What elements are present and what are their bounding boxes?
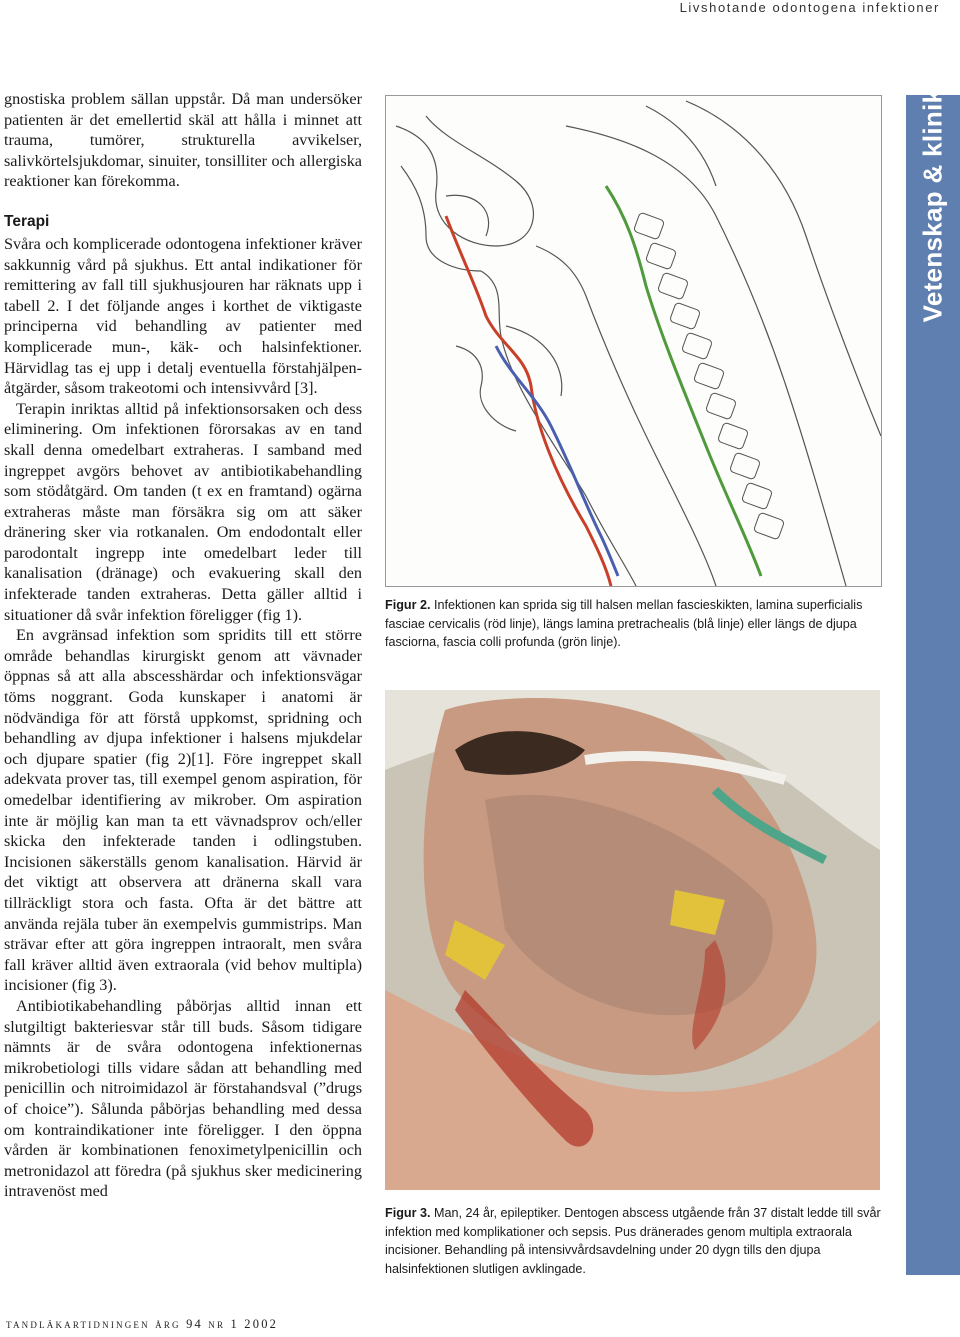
figure-3-caption	[385, 1204, 885, 1278]
vertebrae	[633, 212, 784, 540]
journal-footer: tandläkartidningen årg 94 nr 1 2002	[6, 1317, 279, 1331]
red-fascia-line	[446, 216, 611, 586]
green-fascia-line	[606, 186, 761, 576]
paragraph-1: Svåra och komplicerade odontogena infektioner kräver sakkunnig vård på sjukhus. Ett antal indikationer för remittering av fall till sjukhusjouren har räknats upp i tabell 2. I det följande anges i korthet de viktigaste principerna vid behandling av patienter med komplicerade mun-, käk- och halsinfektioner. Härvidlag tas ej upp i detalj eventuella förstahjälpen-åtgärder, såsom trakeotomi och intensivvård [3].	[4, 234, 362, 398]
paragraph-2: Terapin inriktas alltid på infektionsorsaken och dess eliminering. Om infektionen förorsakas av en tand skall denna omedelbart extraheras. I samband med ingreppet avgörs behovet av antibiotikabehandling som stödåtgärd. Om tanden (t ex en framtand) ogärna extraheras måste man försäkra sig om att säker dränering sker via rotkanalen. Om endodontalt eller parodontalt ingrepp inte omedelbart leder till kanalisation (dränage) och evakuering skall den infekterade tanden extraheras. Detta gäller alltid i situationer då svår infektion föreligger (fig 1).	[4, 399, 362, 624]
figure-2-caption-text: Infektionen kan sprida sig till halsen mellan fascieskikten, lamina superficialis fasciae cervicalis (röd linje), längs lamina pretrachealis (blå linje) eller längs de djupa fasciorna, fascia colli profunda (grön linje).	[385, 598, 863, 650]
section-side-band	[906, 88, 960, 1275]
outline-drawing	[396, 101, 881, 586]
figure-3-clinical-photo	[385, 690, 880, 1190]
side-band-label-wrap	[906, 88, 960, 322]
section-heading-terapi: Terapi	[4, 212, 50, 230]
intro-paragraph: gnostiska problem sällan uppstår. Då man undersöker patienten är det emellertid skäl att hålla i minnet att trauma, tumörer, strukturella avvikelser, salivkörtelsjukdomar, sinuiter, tonsilliter och allergiska reaktioner kan förekomma.	[4, 90, 362, 191]
figure-3-label: Figur 3.	[385, 1206, 431, 1220]
figure-3-caption-text: Man, 24 år, epileptiker. Dentogen abscess utgående från 37 distalt ledde till svår infektion med komplikationer och sepsis. Pus dränerades genom multipla extraorala incisioner. Behandling på intensivvårdsavdelning under 20 dygn tills den djupa halsinfektionen slutligen avklingade.	[385, 1206, 881, 1276]
section-label: Vetenskap & klinik	[917, 88, 948, 322]
paragraph-4: Antibiotikabehandling påbörjas alltid innan ett slutgiltigt bakteriesvar står till buds. Såsom tidigare nämnts är de svåra odontogena infektionernas mikrobetiologi tills vidare sådan att behandling med penicillin och nitroimidazol är förstahandsval (”drugs of choice”). Sålunda påbörjas behandling med dessa om kontraindikationer inte föreligger. I den öppna vården är kombinationen fenoximetylpenicillin och metronidazol att föredra (på sjukhus sker medicinering intravenöst med	[4, 996, 362, 1201]
body-column	[4, 89, 362, 1284]
figure-2-caption	[385, 596, 885, 652]
paragraph-3: En avgränsad infektion som spridits till ett större område behandlas kirurgiskt genom att vävnader öppnas så att alla abscesshärdar och infektionsvägar töms noggrant. Goda kunskaper i anatomi är nödvändiga för att förstå uppkomst, spridning och behandling av djupa infektioner i halsens mjukdelar och djupare spatier (fig 2)[1]. Före ingreppet skall adekvata prover tas, till exempel genom aspiration, för omedelbar identifiering av mikrober. Om aspiration inte är möjlig kan man ta ett vävnadsprov och/eller skicka den infekterade tanden i odlingstuben. Incisionen säkerställs genom kanalisation. Härvid är det viktigt att observera att dränerna skall vara tillräckligt stora och fasta. Ofta är det bättre att använda rejäla tuber än exempelvis gummistrips. Man strävar efter att göra ingreppen intraoralt, men svåra fall kräver alltid även extraorala (vid behov multipla) incisioner (fig 3).	[4, 626, 362, 995]
running-head: Livshotande odontogena infektioner	[679, 0, 940, 15]
blue-fascia-line	[496, 346, 618, 576]
neck-cross-section-illustration	[386, 96, 881, 586]
patient-photo-illustration	[385, 690, 880, 1190]
figure-2-anatomy-drawing	[385, 95, 882, 587]
figure-2-label: Figur 2.	[385, 598, 431, 612]
